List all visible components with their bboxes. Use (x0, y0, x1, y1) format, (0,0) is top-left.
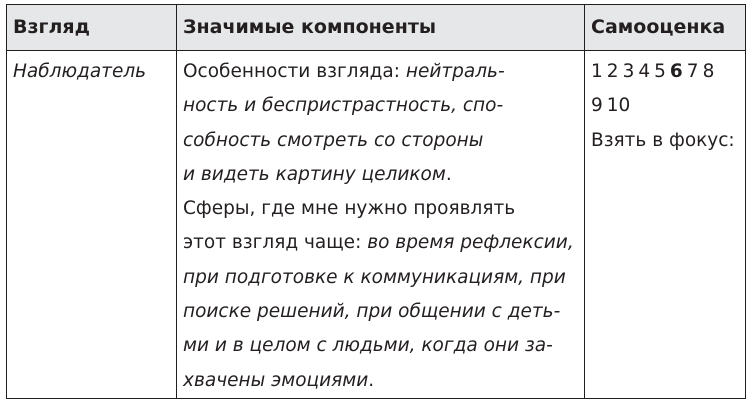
rating-number: 7 (686, 61, 699, 82)
components-line (183, 158, 578, 192)
rating-number: 4 (638, 61, 651, 82)
text-fragment: и видеть картину целиком (183, 163, 446, 185)
components-line: Сферы, где мне нужно проявлять (183, 198, 516, 220)
text-fragment: этот взгляд чаще: (183, 232, 368, 254)
focus-label: Взять в фокус: (591, 129, 735, 151)
text-fragment: нейтраль- (405, 61, 505, 82)
rating-number: 1 (591, 61, 603, 82)
rating-number: 3 (622, 61, 635, 82)
text-fragment: . (368, 369, 375, 391)
text-fragment: хвачены эмоциями (183, 369, 369, 391)
rating-scale-line (591, 89, 739, 123)
rating-scale-line (591, 55, 739, 89)
view-name: Наблюдатель (7, 51, 177, 399)
components-line (183, 55, 578, 89)
table-header-row (7, 5, 746, 51)
text-fragment: Особенности взгляда: (183, 61, 406, 82)
header-components: Значимые компоненты (177, 5, 585, 51)
components-line: ность и беспристрастность, спо- (183, 95, 504, 117)
text-fragment: во время рефлексии, (367, 232, 574, 254)
text-fragment: . (445, 163, 452, 185)
rating-number-selected: 6 (669, 61, 683, 82)
components-line: ми и в целом с людьми, когда они за- (183, 335, 553, 357)
table-row (7, 51, 746, 399)
assessment-table (6, 4, 746, 399)
components-line: поиске решений, при общении с деть- (183, 301, 561, 323)
header-view: Взгляд (7, 5, 177, 51)
rating-number: 8 (702, 61, 715, 82)
components-line: собность смотреть со стороны (183, 129, 484, 151)
components-line (183, 364, 578, 398)
components-cell (177, 51, 585, 399)
rating-number: 10 (606, 95, 631, 117)
rating-number: 5 (654, 61, 666, 82)
rating-number: 9 (591, 95, 603, 117)
components-line: при подготовке к коммуникациям, при (183, 266, 566, 288)
components-line (183, 226, 578, 260)
rating-number: 2 (606, 61, 619, 82)
header-self-assessment: Самооценка (585, 5, 746, 51)
self-assessment-cell (585, 51, 746, 399)
